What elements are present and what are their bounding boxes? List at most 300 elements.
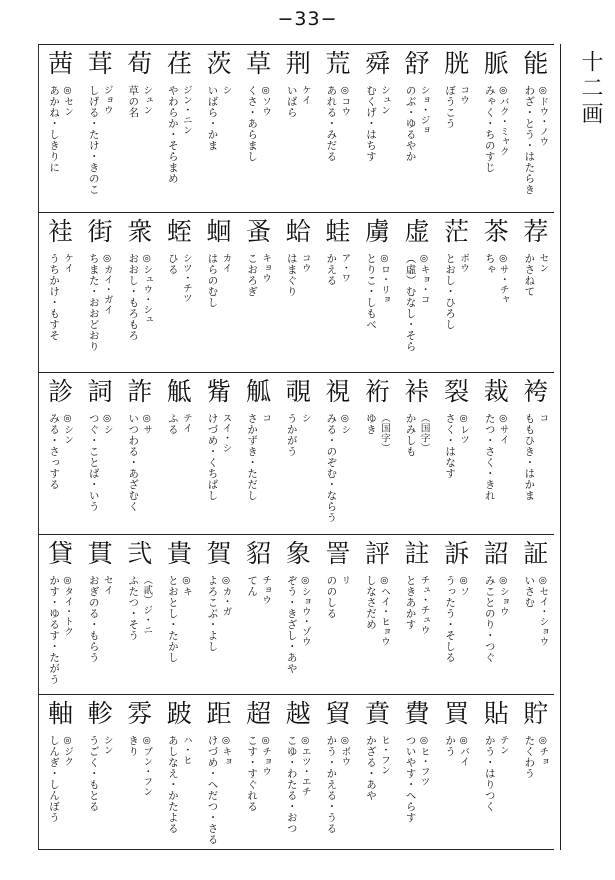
- on-reading: ハ・ヒ: [180, 735, 192, 765]
- kanji-character: 買: [444, 699, 470, 728]
- kanji-character: 荆: [285, 49, 311, 78]
- kun-reading: あれる・みだる: [325, 85, 338, 162]
- kun-reading: さく・はなす: [444, 413, 457, 479]
- kanji-readings: [278, 413, 319, 532]
- kanji-entry: [356, 213, 396, 372]
- kanji-readings: [317, 85, 358, 210]
- kanji-readings: [476, 735, 517, 846]
- kun-reading: あかね・しきりに: [48, 85, 61, 173]
- kanji-table: [38, 44, 554, 850]
- kanji-entry: [435, 535, 475, 694]
- kanji-readings: [119, 85, 160, 210]
- kanji-readings: [317, 575, 358, 692]
- on-reading: コウ: [458, 85, 470, 105]
- kanji-readings: [80, 575, 121, 692]
- section-label-stroke-count: 十二画: [578, 50, 603, 128]
- on-reading: ◎セイ・ショウ: [537, 575, 549, 647]
- on-reading: キョウ: [260, 253, 272, 283]
- on-reading: カイ: [220, 253, 232, 273]
- on-reading: スイ・シ: [220, 413, 232, 453]
- kanji-entry: [356, 45, 396, 212]
- kanji-entry: [277, 535, 317, 694]
- kanji-entry: [118, 535, 158, 694]
- on-reading: コ: [537, 413, 549, 423]
- kanji-readings: [436, 253, 477, 370]
- kanji-entry: [198, 213, 238, 372]
- kanji-readings: [238, 413, 279, 532]
- kanji-entry: [514, 695, 554, 848]
- kanji-readings: [159, 85, 200, 210]
- kun-reading: はらのむし: [206, 253, 219, 308]
- kanji-readings: [515, 413, 556, 532]
- kanji-readings: [199, 85, 240, 210]
- kanji-character: 蛙: [325, 217, 351, 246]
- kanji-readings: [357, 735, 398, 846]
- on-reading: ◎キョ・コ: [418, 253, 430, 305]
- kanji-entry: [514, 373, 554, 534]
- kanji-readings: [119, 253, 160, 370]
- kanji-entry: [514, 535, 554, 694]
- kanji-readings: [40, 413, 81, 532]
- kanji-character: 舒: [404, 49, 430, 78]
- kanji-readings: [357, 253, 398, 370]
- kanji-entry: [277, 373, 317, 534]
- kanji-character: 貸: [48, 539, 74, 568]
- kun-reading: とりこ・しもべ: [364, 253, 377, 330]
- kanji-entry: [118, 213, 158, 372]
- kanji-readings: [436, 575, 477, 692]
- kanji-readings: [278, 85, 319, 210]
- kun-reading: とおし・ひろし: [444, 253, 457, 330]
- kanji-readings: [40, 735, 81, 846]
- on-reading: ◎バク・ミャク: [497, 85, 509, 157]
- kun-reading: とおとし・たかし: [166, 575, 179, 663]
- kun-reading: ふる: [166, 413, 179, 435]
- kanji-character: 荏: [166, 49, 192, 78]
- kanji-character: 詔: [483, 539, 509, 568]
- kanji-entry: [198, 535, 238, 694]
- kun-reading: ぼうこう: [444, 85, 457, 129]
- kanji-entry: [316, 213, 356, 372]
- kanji-character: 荒: [325, 49, 351, 78]
- kanji-character: 視: [325, 377, 351, 406]
- kanji-readings: [199, 735, 240, 846]
- kanji-character: 診: [48, 377, 74, 406]
- kanji-entry: [475, 535, 515, 694]
- kanji-readings: [357, 575, 398, 692]
- on-reading: ◎シュウ・シュ: [141, 253, 153, 325]
- kun-reading: ののしる: [325, 575, 338, 619]
- kanji-character: 越: [285, 699, 311, 728]
- kun-reading: てん: [246, 575, 259, 597]
- kanji-entry: [198, 695, 238, 848]
- kun-reading: わざ・とう・はたらき: [523, 85, 536, 195]
- kanji-entry: [39, 535, 79, 694]
- kun-reading: はまぐり: [285, 253, 298, 297]
- kanji-character: 能: [523, 49, 549, 78]
- kanji-character: 茸: [87, 49, 113, 78]
- kanji-entry: [316, 373, 356, 534]
- kanji-character: 距: [206, 699, 232, 728]
- on-reading: ケイ: [62, 253, 74, 273]
- kun-reading: いばら・かま: [206, 85, 219, 151]
- kun-reading: おぎのる・もらう: [87, 575, 100, 663]
- kun-reading: ちまた・おおどおり: [87, 253, 100, 352]
- kanji-readings: [278, 735, 319, 846]
- kanji-character: 軸: [48, 699, 74, 728]
- kun-reading: こす・すぐれる: [246, 735, 259, 812]
- kanji-character: 觝: [166, 377, 192, 406]
- kanji-character: 茨: [206, 49, 232, 78]
- kanji-entry: [158, 535, 198, 694]
- kanji-entry: [79, 535, 119, 694]
- kanji-readings: [317, 413, 358, 532]
- kanji-character: 註: [404, 539, 430, 568]
- kun-reading: つぐ・ことば・いう: [87, 413, 100, 512]
- kanji-readings: [397, 735, 438, 846]
- on-reading: ◎ソ: [458, 575, 470, 597]
- kanji-entry: [435, 695, 475, 848]
- table-row: [39, 213, 554, 373]
- kanji-entry: [237, 373, 277, 534]
- kanji-readings: [159, 413, 200, 532]
- on-reading: ◎ブン・フン: [141, 735, 153, 797]
- on-reading: ◎エツ・エチ: [299, 735, 311, 797]
- kanji-entry: [316, 45, 356, 212]
- on-reading: ◎ボウ: [339, 735, 351, 767]
- kanji-readings: [515, 575, 556, 692]
- kanji-readings: [238, 253, 279, 370]
- on-reading: ジン・ニン: [180, 85, 192, 135]
- kanji-character: 裃: [404, 377, 430, 406]
- on-reading: シュン: [141, 85, 153, 115]
- on-reading: ◎サ・チャ: [497, 253, 509, 305]
- kanji-readings: [119, 413, 160, 532]
- kanji-readings: [397, 253, 438, 370]
- on-reading: コウ: [299, 253, 311, 273]
- kanji-readings: [397, 413, 438, 532]
- kanji-character: 軫: [87, 699, 113, 728]
- on-reading: ヒ・フン: [378, 735, 390, 775]
- kanji-entry: [514, 213, 554, 372]
- kanji-entry: [435, 45, 475, 212]
- kanji-character: 弐: [127, 539, 153, 568]
- kun-reading: のぶ・ゆるやか: [404, 85, 417, 162]
- on-reading: ◎ショウ: [497, 575, 509, 617]
- kanji-readings: [357, 85, 398, 210]
- kanji-character: 裁: [483, 377, 509, 406]
- on-reading: ◎シ: [339, 413, 351, 435]
- on-reading: シツ・チツ: [180, 253, 192, 303]
- kun-reading: ちゃ: [483, 253, 496, 275]
- on-reading: チュ・チュウ: [418, 575, 430, 635]
- on-reading: ショ・ジョ: [418, 85, 430, 135]
- kanji-readings: [436, 413, 477, 532]
- kanji-character: 詈: [325, 539, 351, 568]
- kanji-readings: [476, 253, 517, 370]
- kun-reading: むくげ・はちす: [364, 85, 377, 162]
- kanji-entry: [475, 45, 515, 212]
- kanji-character: 蛤: [285, 217, 311, 246]
- on-reading: ◎ドウ・ノウ: [537, 85, 549, 147]
- kanji-character: 貂: [246, 539, 272, 568]
- kun-reading: うかがう: [285, 413, 298, 457]
- kun-reading: こおろぎ: [246, 253, 259, 297]
- kun-reading: しんぎ・しんぼう: [48, 735, 61, 823]
- kanji-character: 費: [404, 699, 430, 728]
- on-reading: ◎ヘイ・ヒョウ: [378, 575, 390, 647]
- kanji-entry: [277, 45, 317, 212]
- kun-reading: みる・さっする: [48, 413, 61, 490]
- on-reading: ◎カイ・ガイ: [101, 253, 113, 315]
- kanji-character: 貼: [483, 699, 509, 728]
- kanji-readings: [515, 735, 556, 846]
- on-reading: ◎ロ・リョ: [378, 253, 390, 305]
- kanji-character: 袿: [48, 217, 74, 246]
- kanji-entry: [475, 373, 515, 534]
- kanji-entry: [356, 535, 396, 694]
- section-divider: [560, 44, 561, 850]
- kun-reading: いばら: [285, 85, 298, 118]
- kanji-entry: [118, 373, 158, 534]
- kanji-entry: [396, 373, 436, 534]
- kun-reading: ひる: [166, 253, 179, 275]
- kanji-character: 茫: [444, 217, 470, 246]
- kanji-entry: [118, 45, 158, 212]
- kanji-entry: [316, 695, 356, 848]
- on-reading: ◎ジク: [62, 735, 74, 767]
- kanji-character: 雰: [127, 699, 153, 728]
- on-reading: コ: [260, 413, 272, 423]
- on-reading: セイ: [101, 575, 113, 595]
- kun-reading: いつわる・あざむく: [127, 413, 140, 512]
- kanji-readings: [80, 735, 121, 846]
- kanji-entry: [237, 45, 277, 212]
- kun-reading: たつ・さく・きれ: [483, 413, 496, 501]
- on-reading: テイ: [180, 413, 192, 433]
- kanji-character: 貴: [166, 539, 192, 568]
- on-reading: リ: [339, 575, 351, 585]
- kanji-readings: [436, 85, 477, 210]
- kanji-readings: [278, 575, 319, 692]
- kanji-readings: [199, 253, 240, 370]
- kanji-entry: [79, 695, 119, 848]
- kanji-character: 蛭: [166, 217, 192, 246]
- kanji-character: 茶: [483, 217, 509, 246]
- kun-reading: 草の名: [127, 85, 140, 118]
- kanji-character: 賁: [364, 699, 390, 728]
- on-reading: ◎サイ: [497, 413, 509, 445]
- on-reading: ◎シン: [62, 413, 74, 445]
- kanji-character: 街: [87, 217, 113, 246]
- on-reading: （貳）ジ・ニ: [141, 575, 153, 635]
- kun-reading: きり: [127, 735, 140, 757]
- kanji-character: 草: [246, 49, 272, 78]
- kun-reading: かす・ゆるす・たがう: [48, 575, 61, 685]
- kun-reading: いさむ: [523, 575, 536, 608]
- kanji-readings: [476, 85, 517, 210]
- kanji-readings: [159, 735, 200, 846]
- kun-reading: かう・はりつく: [483, 735, 496, 812]
- kun-reading: けづめ・へだつ・さる: [206, 735, 219, 845]
- on-reading: シ: [220, 85, 232, 95]
- kanji-readings: [119, 735, 160, 846]
- kanji-entry: [316, 535, 356, 694]
- kanji-character: 賀: [206, 539, 232, 568]
- kun-reading: しげる・たけ・きのこ: [87, 85, 100, 195]
- kun-reading: みる・のぞむ・ならう: [325, 413, 338, 523]
- kun-reading: うちかけ・もすそ: [48, 253, 61, 341]
- table-row: [39, 695, 554, 848]
- kanji-readings: [476, 575, 517, 692]
- kanji-readings: [476, 413, 517, 532]
- kun-reading: こゆ・わたる・おつ: [285, 735, 298, 834]
- on-reading: シ: [299, 413, 311, 423]
- kun-reading: ゆき: [364, 413, 377, 435]
- kun-reading: ときあかす: [404, 575, 417, 630]
- kanji-readings: [40, 85, 81, 210]
- kanji-entry: [435, 213, 475, 372]
- kanji-readings: [199, 575, 240, 692]
- kanji-entry: [158, 213, 198, 372]
- on-reading: チョウ: [260, 575, 272, 605]
- kanji-character: 舜: [364, 49, 390, 78]
- kanji-entry: [514, 45, 554, 212]
- kanji-character: 荐: [523, 217, 549, 246]
- kanji-entry: [79, 45, 119, 212]
- on-reading: ジョウ: [101, 85, 113, 115]
- kanji-entry: [396, 695, 436, 848]
- kanji-entry: [79, 213, 119, 372]
- on-reading: シュン: [378, 85, 390, 115]
- kanji-readings: [436, 735, 477, 846]
- kanji-readings: [159, 253, 200, 370]
- table-row: [39, 373, 554, 535]
- kanji-entry: [475, 213, 515, 372]
- kanji-readings: [199, 413, 240, 532]
- kanji-character: 象: [285, 539, 311, 568]
- kanji-character: 評: [364, 539, 390, 568]
- on-reading: ◎チョウ: [260, 735, 272, 777]
- kanji-readings: [238, 85, 279, 210]
- kanji-entry: [396, 45, 436, 212]
- kanji-readings: [80, 85, 121, 210]
- kun-reading: やわらか・そらまめ: [166, 85, 179, 184]
- kanji-character: 裂: [444, 377, 470, 406]
- kanji-character: 詐: [127, 377, 153, 406]
- kanji-character: 裄: [364, 377, 390, 406]
- kanji-character: 衆: [127, 217, 153, 246]
- kanji-entry: [198, 373, 238, 534]
- kun-reading: かざる・あや: [364, 735, 377, 801]
- kanji-character: 貫: [87, 539, 113, 568]
- on-reading: ◎タイ・トク: [62, 575, 74, 637]
- kanji-readings: [40, 253, 81, 370]
- kanji-readings: [515, 85, 556, 210]
- kanji-character: 脈: [483, 49, 509, 78]
- on-reading: ケイ: [299, 85, 311, 105]
- kanji-character: 虚: [404, 217, 430, 246]
- table-row: [39, 535, 554, 695]
- page-number: −33−: [277, 8, 338, 30]
- kanji-entry: [237, 213, 277, 372]
- on-reading: ◎ソウ: [260, 85, 272, 117]
- kun-reading: くさ・あらまし: [246, 85, 259, 162]
- kanji-entry: [277, 213, 317, 372]
- on-reading: ◎ヒ・フツ: [418, 735, 430, 787]
- kanji-character: 貯: [523, 699, 549, 728]
- on-reading: ◎シ: [101, 413, 113, 435]
- kanji-character: 荀: [127, 49, 153, 78]
- kanji-character: 蛔: [206, 217, 232, 246]
- on-reading: ア・ワ: [339, 253, 351, 283]
- on-reading: セン: [537, 253, 549, 273]
- on-reading: （国字）: [378, 413, 390, 453]
- kun-reading: ふたつ・そう: [127, 575, 140, 641]
- kanji-readings: [40, 575, 81, 692]
- kanji-character: 觚: [246, 377, 272, 406]
- kanji-character: 胱: [444, 49, 470, 78]
- kanji-entry: [79, 373, 119, 534]
- kun-reading: ぞう・きざし・あや: [285, 575, 298, 674]
- kun-reading: かう: [444, 735, 457, 757]
- on-reading: テン: [497, 735, 509, 755]
- kanji-entry: [118, 695, 158, 848]
- on-reading: ◎キョ: [220, 735, 232, 767]
- kun-reading: かみしも: [404, 413, 417, 457]
- kanji-readings: [80, 253, 121, 370]
- kanji-entry: [39, 213, 79, 372]
- kanji-readings: [238, 735, 279, 846]
- kanji-entry: [158, 373, 198, 534]
- on-reading: ◎ショウ・ゾウ: [299, 575, 311, 647]
- table-row: [39, 45, 554, 213]
- kanji-entry: [158, 695, 198, 848]
- on-reading: （国字）: [418, 413, 430, 453]
- kanji-character: 貿: [325, 699, 351, 728]
- kanji-entry: [277, 695, 317, 848]
- kanji-entry: [158, 45, 198, 212]
- kanji-character: 袴: [523, 377, 549, 406]
- kanji-character: 虜: [364, 217, 390, 246]
- on-reading: ボウ: [458, 253, 470, 273]
- kanji-readings: [397, 575, 438, 692]
- kanji-character: 超: [246, 699, 272, 728]
- on-reading: ◎サ: [141, 413, 153, 435]
- on-reading: ◎カ・ガ: [220, 575, 232, 617]
- on-reading: シン: [101, 735, 113, 755]
- kanji-entry: [356, 373, 396, 534]
- kun-reading: たくわう: [523, 735, 536, 779]
- kanji-character: 訴: [444, 539, 470, 568]
- kanji-entry: [396, 213, 436, 372]
- kanji-entry: [39, 45, 79, 212]
- kun-reading: かえる: [325, 253, 338, 286]
- kanji-character: 証: [523, 539, 549, 568]
- on-reading: ◎コウ: [339, 85, 351, 117]
- kanji-entry: [39, 373, 79, 534]
- on-reading: ◎キ: [180, 575, 192, 597]
- on-reading: ◎レツ: [458, 413, 470, 445]
- kanji-entry: [198, 45, 238, 212]
- kun-reading: さかずき・ただし: [246, 413, 259, 501]
- kanji-character: 覗: [285, 377, 311, 406]
- kanji-entry: [39, 695, 79, 848]
- kanji-character: 詞: [87, 377, 113, 406]
- kanji-entry: [237, 535, 277, 694]
- kanji-readings: [80, 413, 121, 532]
- kanji-readings: [119, 575, 160, 692]
